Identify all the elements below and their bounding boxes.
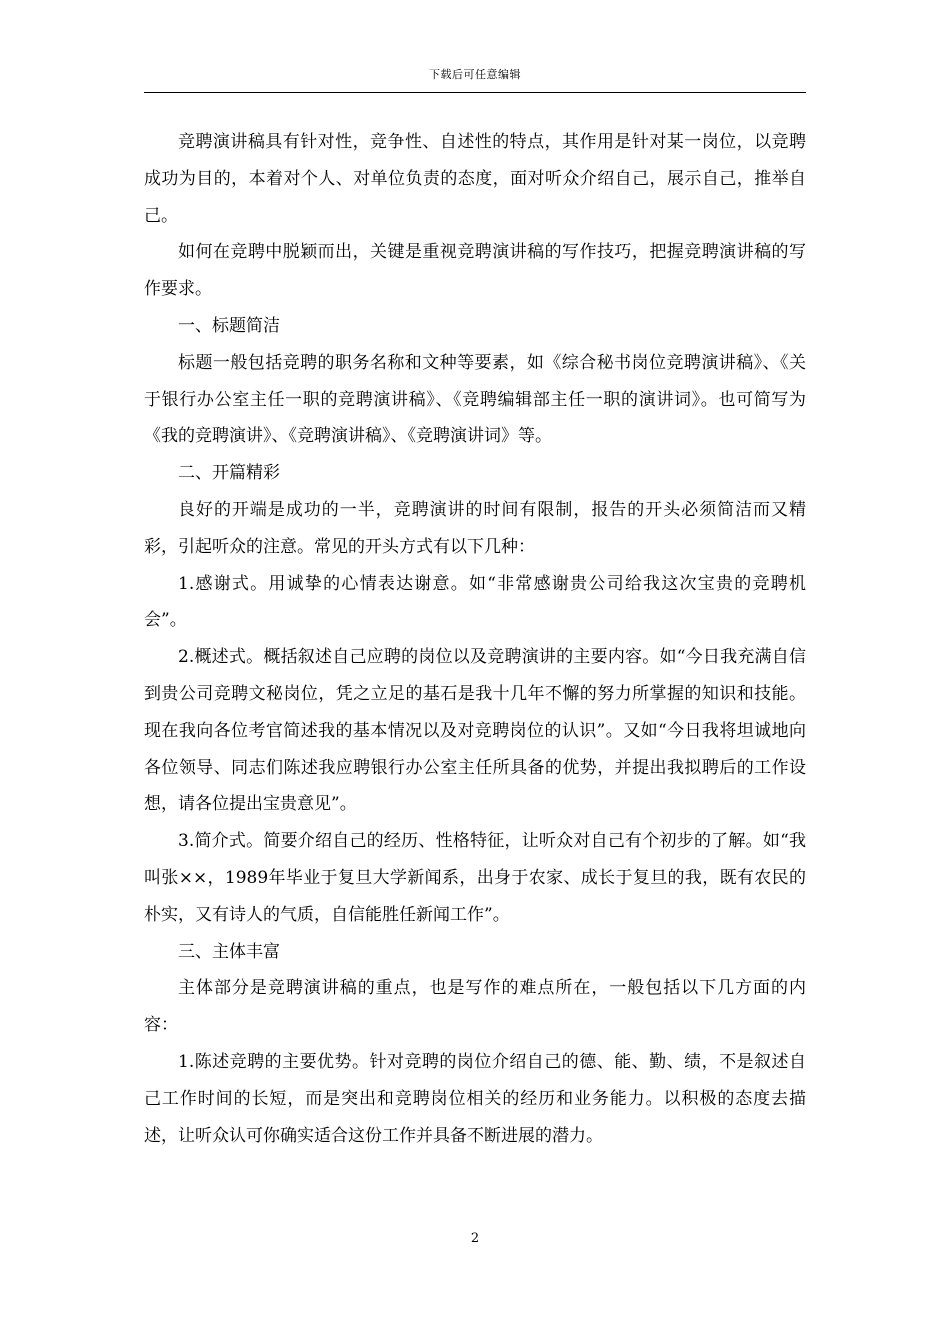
paragraph-opening: 良好的开端是成功的一半，竞聘演讲的时间有限制，报告的开头必须简洁而又精彩，引起听众的注意。常见的开头方式有以下几种： (144, 499, 806, 557)
page-number: 2 (470, 1231, 480, 1246)
section-heading-body: 三、主体丰富 (178, 941, 280, 962)
paragraph-intro: 竞聘演讲稿具有针对性，竞争性、自述性的特点，其作用是针对某一岗位，以竞聘成功为目的，本着对个人、对单位负责的态度，面对听众介绍自己，展示自己，推举自己。 (144, 132, 806, 226)
paragraph-how-to-stand-out: 如何在竞聘中脱颖而出，关键是重视竞聘演讲稿的写作技巧，把握竞聘演讲稿的写作要求。 (144, 242, 806, 300)
document-body (144, 124, 806, 1154)
list-item-introduction: 3.简介式。简要介绍自己的经历、性格特征，让听众对自己有个初步的了解。如“我叫张××，1989年毕业于复旦大学新闻系，出身于农家、成长于复旦的我，既有农民的朴实，又有诗人的气质，自信能胜任新闻工作”。 (144, 831, 806, 925)
header-divider (144, 92, 806, 93)
paragraph-title-elements: 标题一般包括竞聘的职务名称和文种等要素，如《综合秘书岗位竞聘演讲稿》、《关于银行办公室主任一职的竞聘演讲稿》、《竞聘编辑部主任一职的演讲词》。也可简写为《我的竞聘演讲》、《竞聘演讲稿》、《竞聘演讲词》等。 (144, 352, 806, 447)
paragraph-body-content: 主体部分是竞聘演讲稿的重点，也是写作的难点所在，一般包括以下几方面的内容： (144, 978, 806, 1036)
list-item-summary: 2.概述式。概括叙述自己应聘的岗位以及竞聘演讲的主要内容。如“今日我充满自信到贵公司竞聘文秘岗位，凭之立足的基石是我十几年不懈的努力所掌握的知识和技能。现在我向各位考官简述我的基本情况以及对竞聘岗位的认识”。又如“今日我将坦诚地向各位领导、同志们陈述我应聘银行办公室主任所具备的优势，并提出我拟聘后的工作设想，请各位提出宝贵意见”。 (144, 647, 806, 815)
section-heading-opening: 二、开篇精彩 (178, 463, 280, 484)
page-header: 下载后可任意编辑 (429, 68, 521, 81)
list-item-advantages: 1.陈述竞聘的主要优势。针对竞聘的岗位介绍自己的德、能、勤、绩，不是叙述自己工作时间的长短，而是突出和竞聘岗位相关的经历和业务能力。以积极的态度去描述，让听众认可你确实适合这份工作并具备不断进展的潜力。 (144, 1051, 806, 1146)
list-item-thanks: 1.感谢式。用诚挚的心情表达谢意。如“非常感谢贵公司给我这次宝贵的竞聘机会”。 (144, 573, 806, 631)
section-heading-title: 一、标题简洁 (178, 315, 280, 336)
